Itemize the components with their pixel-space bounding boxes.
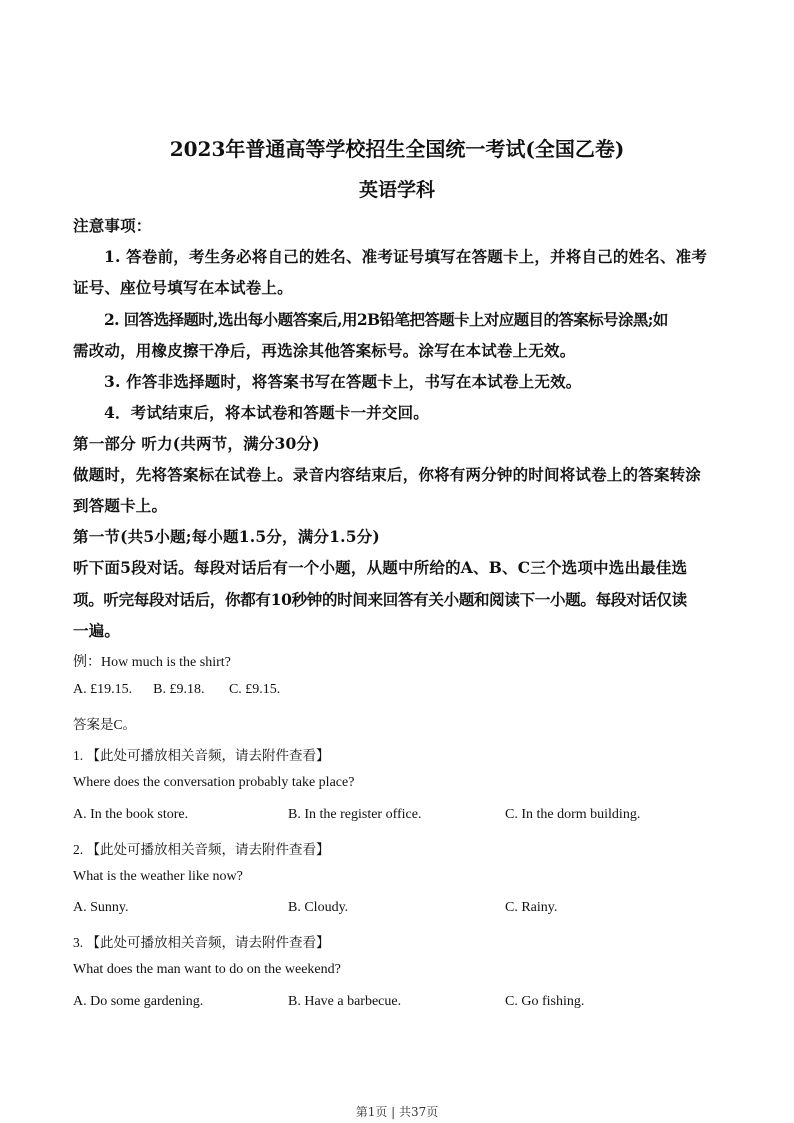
q2-option-a: A. Sunny. — [73, 900, 129, 915]
q1-question: Where does the conversation probably take place? — [73, 775, 355, 790]
note-item-3: 3. 作答非选择题时，将答案书写在答题卡上，书写在本试卷上无效。 — [104, 372, 582, 391]
notes-heading: 注意事项： — [73, 216, 152, 235]
q3-option-b: B. Have a barbecue. — [288, 994, 402, 1009]
example-answer: 答案是C。 — [73, 717, 137, 732]
q3-option-c: C. Go fishing. — [505, 994, 585, 1009]
q1-option-b: B. In the register office. — [288, 807, 422, 822]
example-question: 例：How much is the shirt? — [73, 655, 231, 670]
q1-audio-note: 1. 【此处可播放相关音频，请去附件查看】 — [73, 748, 330, 763]
page-footer: 第1页 | 共37页 — [355, 1105, 439, 1119]
section1-instruction-line-2: 项。听完每段对话后，你都有10秒钟的时间来回答有关小题和阅读下一小题。每段对话仅读 — [73, 590, 687, 609]
note-item-1-line-1: 1. 答卷前，考生务必将自己的姓名、准考证号填写在答题卡上，并将自己的姓名、准考 — [104, 247, 708, 266]
section1-heading: 第一节(共5小题;每小题1.5分，满分1.5分) — [73, 527, 380, 546]
q3-question: What does the man want to do on the weekend? — [73, 962, 341, 977]
q1-option-c: C. In the dorm building. — [505, 807, 641, 822]
q1-option-a: A. In the book store. — [73, 807, 189, 822]
example-options: A. £19.15. B. £9.18. C. £9.15. — [73, 682, 281, 697]
q2-audio-note: 2. 【此处可播放相关音频，请去附件查看】 — [73, 842, 330, 857]
note-item-4: 4．考试结束后，将本试卷和答题卡一并交回。 — [104, 403, 429, 422]
part1-instruction-line-2: 到答题卡上。 — [73, 496, 168, 515]
exam-title: 2023年普通高等学校招生全国统一考试(全国乙卷) — [169, 137, 625, 161]
note-item-2-line-1: 2. 回答选择题时,选出每小题答案后,用2B铅笔把答题卡上对应题目的答案标号涂黑;如 — [104, 310, 668, 329]
section1-instruction-line-1: 听下面5段对话。每段对话后有一个小题，从题中所给的A、B、C三个选项中选出最佳选 — [73, 558, 688, 577]
section1-instruction-line-3: 一遍。 — [73, 621, 121, 640]
exam-subject: 英语学科 — [358, 179, 435, 201]
part1-instruction-line-1: 做题时，先将答案标在试卷上。录音内容结束后，你将有两分钟的时间将试卷上的答案转涂 — [73, 465, 702, 484]
note-item-1-line-2: 证号、座位号填写在本试卷上。 — [73, 278, 293, 297]
q3-option-a: A. Do some gardening. — [73, 994, 204, 1009]
q3-audio-note: 3. 【此处可播放相关音频，请去附件查看】 — [73, 935, 330, 950]
q2-option-c: C. Rainy. — [505, 900, 558, 915]
q2-option-b: B. Cloudy. — [288, 900, 349, 915]
q2-question: What is the weather like now? — [73, 869, 243, 884]
note-item-2-line-2: 需改动，用橡皮擦干净后，再选涂其他答案标号。涂写在本试卷上无效。 — [73, 341, 576, 360]
part1-heading: 第一部分 听力(共两节，满分30分) — [73, 434, 320, 453]
